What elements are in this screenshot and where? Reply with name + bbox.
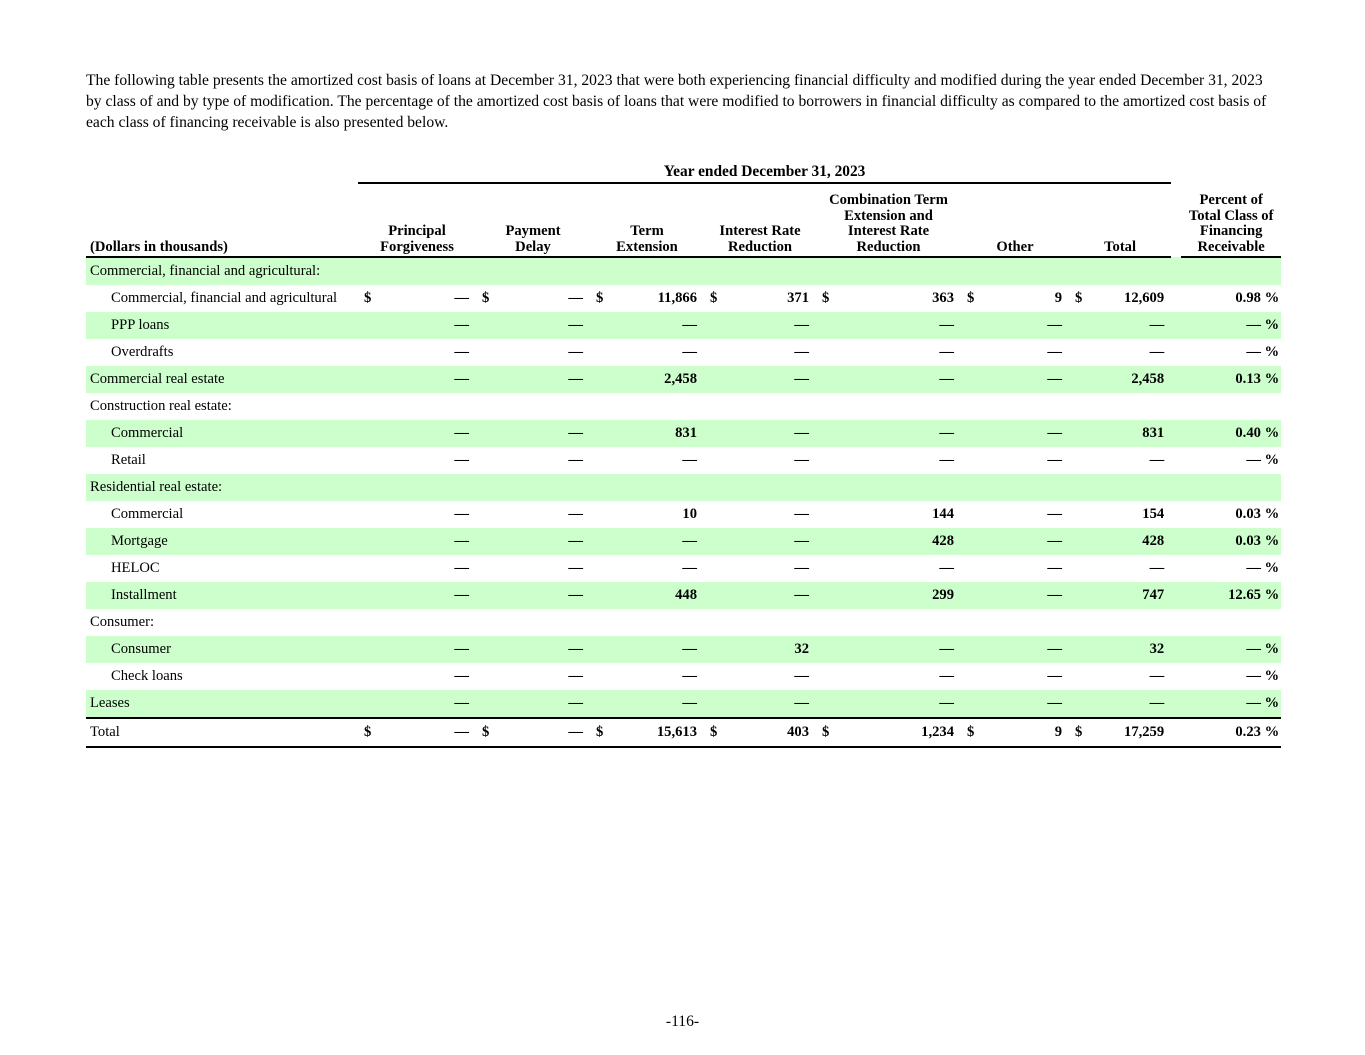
currency-symbol: $ [482, 290, 490, 306]
cell-interest: — [794, 506, 809, 522]
cell-combo: — [838, 312, 961, 339]
cell-percent: 12.65 % [1181, 582, 1281, 609]
cell-term: — [612, 636, 704, 663]
cell-combo: — [838, 690, 961, 718]
row-label: PPP loans [86, 312, 358, 339]
table-row [86, 420, 1281, 447]
currency-symbol: $ [816, 718, 838, 747]
row-label: Mortgage [86, 528, 358, 555]
row-label: Commercial, financial and agricultural: [86, 257, 358, 285]
currency-symbol: $ [704, 718, 726, 747]
cell-total: 747 [1091, 582, 1171, 609]
table-row [86, 690, 1281, 718]
cell-principal: — [380, 690, 476, 718]
table-row [86, 339, 1281, 366]
cell-principal: — [454, 560, 469, 576]
row-label: Commercial [86, 420, 358, 447]
row-label: Commercial real estate [86, 366, 358, 393]
row-label: Leases [86, 690, 358, 718]
cell-total: — [1149, 560, 1165, 576]
cell-total: 428 [1091, 528, 1171, 555]
cell-total: 32 [1091, 636, 1171, 663]
cell-combo: 363 [932, 290, 954, 306]
cell-percent: — % [1246, 452, 1280, 468]
column-header-percent: Percent of Total Class of Financing Receivable [1181, 183, 1281, 257]
cell-percent: — % [1246, 668, 1280, 684]
table-row [86, 447, 1281, 474]
cell-principal: — [454, 668, 469, 684]
row-label: Commercial, financial and agricultural [111, 290, 338, 306]
cell-combo: — [939, 344, 954, 360]
column-header-total: Total [1069, 183, 1171, 257]
cell-principal: — [454, 452, 469, 468]
cell-interest: — [726, 366, 816, 393]
cell-payment: — [498, 312, 590, 339]
cell-term: — [682, 344, 697, 360]
cell-term: 10 [682, 506, 697, 522]
row-label: Consumer [86, 636, 358, 663]
cell-other: — [1047, 506, 1062, 522]
cell-payment: — [498, 582, 590, 609]
cell-percent: — % [1181, 312, 1281, 339]
row-label: Commercial [111, 506, 184, 522]
cell-percent: — % [1181, 636, 1281, 663]
column-header-term: Term Extension [590, 183, 704, 257]
cell-payment: — [498, 528, 590, 555]
cell-interest: — [726, 528, 816, 555]
currency-symbol: $ [590, 718, 612, 747]
currency-symbol: $ [364, 290, 372, 306]
cell-interest: — [726, 420, 816, 447]
cell-term: — [682, 452, 697, 468]
cell-combo: — [838, 366, 961, 393]
currency-symbol: $ [596, 290, 604, 306]
cell-interest: 32 [726, 636, 816, 663]
cell-payment: — [568, 344, 583, 360]
cell-interest: — [794, 344, 809, 360]
cell-term: — [612, 312, 704, 339]
cell-combo: — [838, 420, 961, 447]
cell-total: 17,259 [1091, 718, 1171, 747]
table-row [86, 609, 1281, 636]
cell-other: — [983, 690, 1069, 718]
row-label: Construction real estate: [90, 398, 232, 414]
table-row [86, 366, 1281, 393]
cell-total: — [1149, 668, 1165, 684]
currency-symbol: $ [476, 718, 498, 747]
cell-percent: — % [1181, 690, 1281, 718]
cell-principal: — [454, 506, 469, 522]
cell-term: 448 [612, 582, 704, 609]
cell-payment: — [568, 452, 583, 468]
cell-total: — [1091, 312, 1171, 339]
cell-term: — [612, 690, 704, 718]
cell-total: — [1149, 344, 1165, 360]
cell-total: 2,458 [1091, 366, 1171, 393]
cell-percent: — % [1246, 344, 1280, 360]
currency-symbol: $ [358, 718, 380, 747]
row-label: Installment [86, 582, 358, 609]
page-number: -116- [665, 1013, 700, 1030]
row-label: Retail [111, 452, 146, 468]
cell-other: 9 [1054, 290, 1062, 306]
cell-interest: — [726, 690, 816, 718]
cell-percent: 0.03 % [1235, 506, 1280, 522]
currency-symbol: $ [710, 290, 718, 306]
column-header-other: Other [961, 183, 1069, 257]
cell-other: — [983, 528, 1069, 555]
cell-other: — [983, 582, 1069, 609]
row-label: HELOC [111, 560, 160, 576]
cell-term: 831 [612, 420, 704, 447]
cell-percent: — % [1246, 560, 1280, 576]
cell-payment: — [498, 690, 590, 718]
cell-term: — [682, 668, 697, 684]
cell-other: — [1047, 560, 1062, 576]
cell-term: 15,613 [612, 718, 704, 747]
column-header-principal: Principal Forgiveness [358, 183, 476, 257]
cell-principal: — [380, 366, 476, 393]
row-label: Overdrafts [111, 344, 174, 360]
cell-percent: 0.23 % [1181, 718, 1281, 747]
cell-principal: — [380, 420, 476, 447]
cell-term: 11,866 [657, 290, 697, 306]
cell-principal: — [380, 718, 476, 747]
table-row [86, 528, 1281, 555]
table-row [86, 312, 1281, 339]
cell-principal: — [454, 290, 469, 306]
cell-total: 154 [1142, 506, 1165, 522]
cell-combo: — [939, 560, 954, 576]
cell-combo: — [939, 452, 954, 468]
cell-interest: — [726, 312, 816, 339]
cell-other: — [1047, 344, 1062, 360]
cell-principal: — [380, 582, 476, 609]
cell-total: 12,609 [1124, 290, 1165, 306]
cell-percent: 0.13 % [1181, 366, 1281, 393]
intro-paragraph: The following table presents the amortized cost basis of loans at December 31, 2023 that were both experiencing financial difficulty and modified during the year ended December 31, 2023 by class of and by type of modification. The percentage of the amortized cost basis of loans that were modified to borrowers in financial difficulty as compared to the amortized cost basis of each class of financing receivable is also presented below. [86, 72, 1267, 131]
table-row [86, 582, 1281, 609]
cell-payment: — [498, 718, 590, 747]
cell-total: — [1091, 690, 1171, 718]
table-row [86, 555, 1281, 582]
period-heading: Year ended December 31, 2023 [358, 159, 1171, 183]
column-header-label: (Dollars in thousands) [86, 183, 358, 257]
cell-percent: 0.98 % [1235, 290, 1280, 306]
table-row [86, 285, 1281, 312]
cell-combo: 144 [932, 506, 954, 522]
table-row [86, 393, 1281, 420]
cell-other: — [983, 312, 1069, 339]
cell-interest: — [726, 582, 816, 609]
currency-symbol: $ [1075, 290, 1083, 306]
column-header-payment: Payment Delay [476, 183, 590, 257]
cell-interest: 371 [787, 290, 809, 306]
table-row [86, 501, 1281, 528]
loan-modification-table [86, 159, 1281, 748]
cell-interest: — [794, 668, 809, 684]
row-label: Check loans [111, 668, 183, 684]
total-row [86, 718, 1281, 747]
cell-other: — [1047, 452, 1062, 468]
table-row [86, 663, 1281, 690]
cell-percent: 0.40 % [1181, 420, 1281, 447]
cell-term: — [682, 560, 697, 576]
table-row [86, 474, 1281, 501]
cell-combo: — [939, 668, 954, 684]
cell-total: — [1149, 452, 1165, 468]
column-header-combo: Combination Term Extension and Interest Rate Reduction [816, 183, 961, 257]
cell-other: 9 [983, 718, 1069, 747]
cell-percent: 0.03 % [1181, 528, 1281, 555]
cell-other: — [983, 366, 1069, 393]
cell-term: — [612, 528, 704, 555]
cell-combo: 428 [838, 528, 961, 555]
cell-combo: — [838, 636, 961, 663]
currency-symbol: $ [961, 718, 983, 747]
currency-symbol: $ [967, 290, 975, 306]
cell-other: — [983, 420, 1069, 447]
cell-payment: — [498, 420, 590, 447]
cell-interest: 403 [726, 718, 816, 747]
row-label: Residential real estate: [86, 474, 358, 501]
cell-other: — [983, 636, 1069, 663]
currency-symbol: $ [822, 290, 830, 306]
cell-payment: — [568, 506, 583, 522]
currency-symbol: $ [1069, 718, 1091, 747]
cell-principal: — [454, 344, 469, 360]
table-row [86, 257, 1281, 285]
cell-principal: — [380, 312, 476, 339]
cell-combo: 299 [838, 582, 961, 609]
cell-principal: — [380, 528, 476, 555]
cell-other: — [1047, 668, 1062, 684]
table-row [86, 636, 1281, 663]
column-header-interest: Interest Rate Reduction [704, 183, 816, 257]
cell-principal: — [380, 636, 476, 663]
cell-payment: — [568, 668, 583, 684]
cell-interest: — [794, 452, 809, 468]
cell-term: 2,458 [612, 366, 704, 393]
row-label: Consumer: [90, 614, 155, 630]
row-label: Total [86, 718, 358, 747]
cell-payment: — [498, 366, 590, 393]
cell-payment: — [568, 290, 583, 306]
cell-interest: — [794, 560, 809, 576]
cell-payment: — [568, 560, 583, 576]
cell-total: 831 [1091, 420, 1171, 447]
cell-combo: 1,234 [838, 718, 961, 747]
cell-payment: — [498, 636, 590, 663]
